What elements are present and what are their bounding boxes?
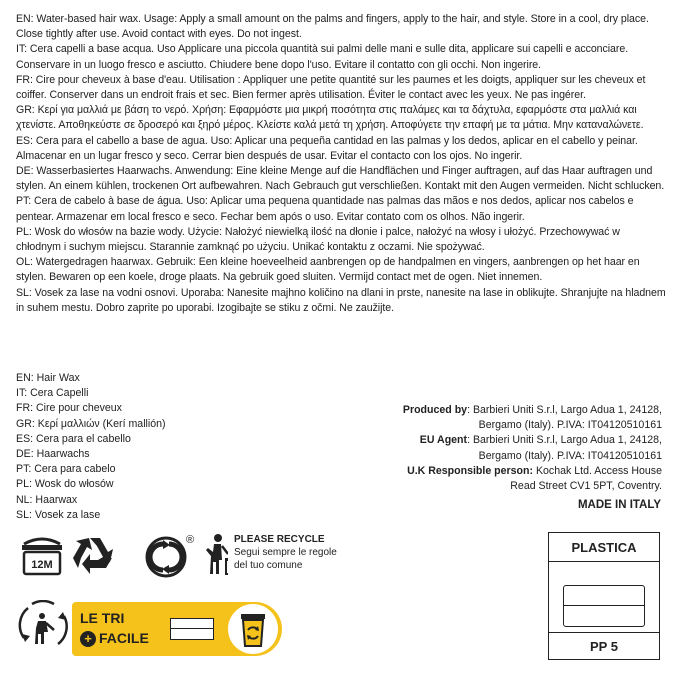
name-de: DE: Haarwachs — [16, 448, 90, 461]
uk-responsible — [362, 464, 662, 479]
produced-by-text2: Bergamo (Italy). P.IVA: IT04120510161 — [478, 419, 662, 432]
recycle-line2: del tuo comune — [234, 560, 303, 571]
produced-by-text: : Barbieri Uniti S.r.l, Largo Adua 1, 24128, — [467, 404, 662, 416]
triman-icon — [18, 600, 68, 652]
usage-pt: PT: Cera de cabelo à base de água. Uso: Aplicar uma pequena quantidade nas palmas das mãos e nos dedos, aplicar nos cabelos e pentear. Armazenar em local fresco e seco. Fechar bem após o uso. Evitar contato com os olhos. Não ingerir. — [16, 195, 634, 223]
eu-agent-label: EU Agent — [419, 434, 468, 447]
recycle-title: PLEASE RECYCLE — [234, 534, 325, 545]
name-pl: PL: Wosk do włosów — [16, 478, 114, 491]
produced-by — [362, 403, 662, 418]
name-es: ES: Cera para el cabello — [16, 432, 131, 445]
usage-pl: PL: Wosk do włosów na bazie wody. Użycie: Nałożyć niewielką ilość na dłonie i palce, nałożyć na włosy i ułożyć. Przechowywać w chłodnym i suchym miejscu. Starannie zamknąć po użyciu. Unikać kontaktu z oczami. Nie spożywać. — [16, 225, 620, 254]
product-names — [16, 371, 166, 523]
made-in-italy: MADE IN ITALY — [577, 499, 661, 511]
usage-gr: GR: Κερί για μαλλιά με βάση το νερό. Χρήση: Εφαρμόστε μια μικρή ποσότητα στις παλάμες και τα δάχτυλα, εφαρμόστε στα μαλλιά και χτενίστε. Αποθηκεύστε σε δροσερό και ξηρό μέρος. Κλείστε καλά μετά τη χρήση. Αποφύγετε την επαφή με τα μάτια. Μην καταναλώνετε. — [16, 104, 644, 132]
usage-de: DE: Wasserbasiertes Haarwachs. Anwendung: Eine kleine Menge auf die Handflächen und Finger auftragen, auf das Haar auftragen und stylen. An einem kühlen, trockenen Ort aufbewahren. Nach Gebrauch gut verschließen. Kontakt mit den Augen vermeiden. Nicht schlucken. — [16, 165, 665, 193]
tri-line2-wrap — [80, 630, 149, 647]
usage-instructions — [16, 12, 666, 316]
name-en: EN: Hair Wax — [16, 372, 80, 384]
package-icon — [170, 618, 214, 640]
usage-sl: SL: Vosek za lase na vodni osnovi. Uporaba: Nanesite majhno količino na dlani in prste, nanesite na lase in oblikujte. Shranjujte na hladnem in suhem mestu. Dobro zaprite po uporabi. Izogibajte se stiku z očmi. Ne zaužijte. — [16, 286, 666, 314]
recycle-bin-icon — [228, 604, 278, 654]
pao-jar-icon — [22, 539, 62, 574]
uk-responsible-text2: Read Street CV1 5PT, Coventry. — [510, 480, 662, 493]
name-pt: PT: Cera para cabelo — [16, 463, 116, 476]
plus-icon: + — [80, 631, 96, 647]
uk-responsible-label: U.K Responsible person: — [407, 464, 534, 477]
produced-by-label: Produced by — [402, 404, 468, 416]
green-dot-icon — [147, 538, 185, 576]
pao-label: 12M — [31, 559, 53, 571]
tidyman-bin-icon — [206, 534, 228, 574]
mobius-recycle-icon — [73, 538, 113, 574]
recycle-bin-icon-wrap — [228, 604, 278, 654]
eu-agent — [362, 433, 662, 448]
name-gr: GR: Κερί μαλλιών (Kerí mallión) — [16, 417, 166, 430]
plastica-code: PP 5 — [549, 632, 659, 659]
eu-agent-text: : Barbieri Uniti S.r.l, Largo Adua 1, 24128, — [467, 434, 662, 447]
usage-fr: FR: Cire pour cheveux à base d'eau. Utilisation : Appliquer une petite quantité sur les paumes et les doigts, appliquer sur les cheveux et coiffer. Conserver dans un endroit frais et sec. Bien fermer après utilisation. Éviter le contact avec les yeux. Ne pas ingérer. — [16, 73, 646, 102]
tri-line1: LE TRI — [80, 610, 125, 626]
name-nl: NL: Haarwax — [16, 493, 78, 506]
plastica-box — [548, 532, 660, 660]
plastica-header: PLASTICA — [549, 533, 659, 562]
usage-nl: OL: Watergedragen haarwax. Gebruik: Een kleine hoeveelheid aanbrengen op de handpalmen en vingers, aanbrengen op het haar en stylen. Bewaren op een koele, droge plaats. Na gebruik goed sluiten. Vermijd contact met de ogen. Niet innemen. — [16, 256, 640, 284]
symbol-row — [18, 530, 228, 580]
le-tri-facile-banner — [72, 602, 282, 656]
producer-info — [362, 403, 662, 494]
recycle-line1: Segui sempre le regole — [234, 547, 337, 558]
usage-en: EN: Water-based hair wax. Usage: Apply a small amount on the palms and fingers, apply to the hair, and style. Store in a cool, dry place. Close tightly after use. Avoid contact with eyes. Do not ingest. — [16, 13, 649, 41]
name-sl: SL: Vosek za lase — [16, 508, 101, 521]
eu-agent-text2: Bergamo (Italy). P.IVA: IT04120510161 — [478, 449, 662, 462]
uk-responsible-text: Kochak Ltd. Access House — [533, 464, 662, 477]
recycle-note — [234, 533, 337, 572]
registered-mark: ® — [186, 534, 195, 546]
tri-line2: FACILE — [99, 630, 149, 646]
usage-it: IT: Cera capelli a base acqua. Uso Applicare una piccola quantità sui palmi delle mani e sulle dita, applicare sui capelli e acconciare. Conservare in un luogo fresco e asciutto. Chiudere bene dopo l'uso. Evitare il contatto con gli occhi. Non ingerire. — [16, 43, 629, 71]
package-outline-icon — [563, 585, 645, 627]
name-fr: FR: Cire pour cheveux — [16, 402, 122, 415]
usage-es: ES: Cera para el cabello a base de agua. Uso: Aplicar una pequeña cantidad en las palmas y los dedos, aplicar en el cabello y peinar. Almacenar en un lugar fresco y seco. Cerrar bien después de usar. Evitar el contacto con los ojos. No ingerir. — [16, 134, 638, 162]
name-it: IT: Cera Capelli — [16, 387, 89, 400]
